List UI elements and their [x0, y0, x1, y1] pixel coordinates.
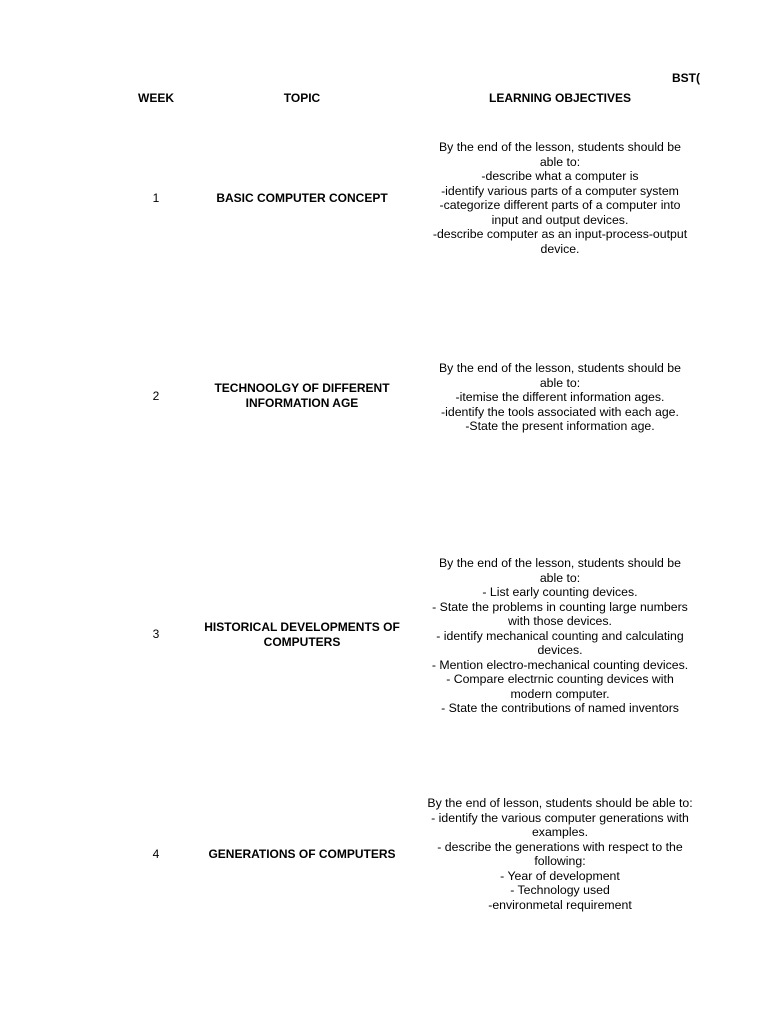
objective-line: - identify mechanical counting and calculating: [436, 628, 684, 643]
objective-line: -environmetal requirement: [488, 897, 632, 912]
objective-line: -itemise the different information ages.: [455, 390, 665, 404]
objective-line: - identify the various computer generations with: [431, 810, 689, 825]
learning-objectives: [416, 361, 704, 434]
objective-line: -describe what a computer is: [481, 169, 639, 183]
column-header-week: WEEK: [138, 91, 174, 105]
objective-line: - State the contributions of named inventors: [441, 701, 679, 715]
objective-line: modern computer.: [510, 686, 610, 701]
objective-line: - Year of development: [500, 868, 620, 883]
objective-line: examples.: [531, 825, 589, 839]
objective-line: -describe computer as an input-process-output: [432, 227, 688, 241]
week-number: 1: [152, 191, 160, 205]
objective-line: By the end of the lesson, students should be: [438, 556, 681, 570]
topic-title: BASIC COMPUTER CONCEPT: [216, 191, 388, 205]
column-header-learning-objectives: LEARNING OBJECTIVES: [488, 91, 632, 105]
column-header-topic: TOPIC: [283, 91, 321, 105]
objective-line: device.: [540, 241, 580, 256]
objective-line: - State the problems in counting large numbers: [432, 599, 688, 614]
objective-line: with those devices.: [508, 614, 612, 628]
learning-objectives: [416, 140, 704, 256]
objective-line: following:: [534, 854, 586, 868]
objective-line: able to:: [539, 570, 581, 585]
topic-title: TECHNOOLGY OF DIFFERENT INFORMATION AGE: [214, 381, 390, 410]
objective-line: - describe the generations with respect to the: [437, 839, 683, 854]
objective-line: able to:: [539, 154, 581, 169]
objective-line: By the end of the lesson, students should be: [438, 361, 681, 375]
objective-line: -categorize different parts of a computer into: [439, 198, 681, 212]
week-number: 2: [152, 389, 160, 403]
objective-line: - Mention electro-mechanical counting devices.: [431, 657, 689, 672]
week-number: 4: [152, 847, 160, 861]
week-number: 3: [152, 627, 160, 641]
topic-title: HISTORICAL DEVELOPMENTS OF COMPUTERS: [204, 620, 400, 649]
objective-line: -identify various parts of a computer system: [441, 183, 679, 198]
objective-line: - Technology used: [510, 883, 610, 897]
objective-line: able to:: [539, 375, 581, 390]
objective-line: By the end of the lesson, students should be: [438, 140, 681, 154]
objective-line: - List early counting devices.: [482, 585, 638, 599]
topic-title: GENERATIONS OF COMPUTERS: [208, 847, 396, 861]
document-code: BST(: [672, 71, 700, 85]
objective-line: input and output devices.: [491, 212, 629, 227]
objective-line: -State the present information age.: [465, 419, 655, 433]
learning-objectives: [416, 556, 704, 716]
objective-line: -identify the tools associated with each age.: [441, 404, 679, 419]
objective-line: By the end of lesson, students should be able to:: [427, 796, 693, 810]
learning-objectives: [416, 796, 704, 912]
objective-line: devices.: [537, 643, 583, 657]
objective-line: - Compare electrnic counting devices with: [446, 672, 674, 686]
